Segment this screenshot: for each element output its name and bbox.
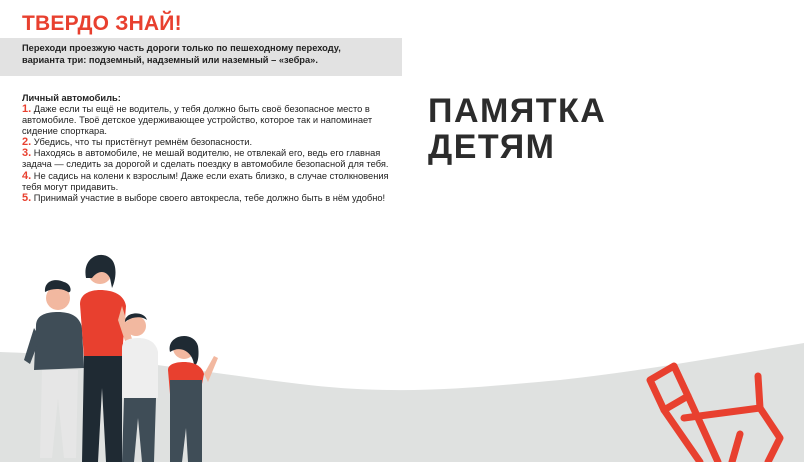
section-title: Личный автомобиль:: [22, 93, 121, 103]
tip-item: [22, 137, 394, 148]
tip-number: 2.: [22, 136, 32, 149]
tip-text: Даже если ты ещё не водитель, у тебя должно быть своё безопасное место в автомобиле. Твоё детское удерживающее устройство, которое так и напоминает сидение спорткара.: [22, 104, 373, 137]
rule-text: Переходи проезжую часть дороги только по пешеходному переходу, варианта три: подземный, надземный или наземный – «зебра».: [22, 43, 341, 65]
girl-figure: [168, 336, 218, 462]
family-illustration: [18, 248, 224, 462]
tip-item: [22, 193, 394, 204]
tip-item: [22, 104, 394, 137]
tip-text: Принимай участие в выборе своего автокресла, тебе должно быть в нём удобно!: [33, 192, 386, 203]
memo-title-line2: ДЕТЯМ: [428, 128, 556, 166]
tips-section: [22, 93, 394, 204]
boy-figure: [24, 280, 84, 458]
tips-list: [22, 104, 394, 204]
tip-number: 1.: [22, 103, 32, 115]
tip-number: 5.: [22, 191, 32, 204]
car-seat-illustration: [640, 358, 804, 462]
tip-text: Находясь в автомобиле, не мешай водителю, не отвлекай его, ведь его главная задача — следить за дорогой и сделать поездку в автомобиле безопасной для тебя.: [22, 148, 389, 170]
memo-title: [428, 93, 606, 165]
heading: ТВЕРДО ЗНАЙ!: [22, 12, 182, 35]
tip-text: Убедись, что ты пристёгнут ремнём безопасности.: [33, 137, 253, 148]
tip-number: 3.: [22, 147, 32, 160]
tip-item: [22, 148, 394, 170]
tip-item: [22, 171, 394, 193]
memo-title-line1: ПАМЯТКА: [428, 92, 607, 130]
tip-number: 4.: [22, 169, 32, 182]
tip-text: Не садись на колени к взрослым! Даже если ехать близко, в случае столкновения тебя могут придавить.: [22, 170, 389, 192]
